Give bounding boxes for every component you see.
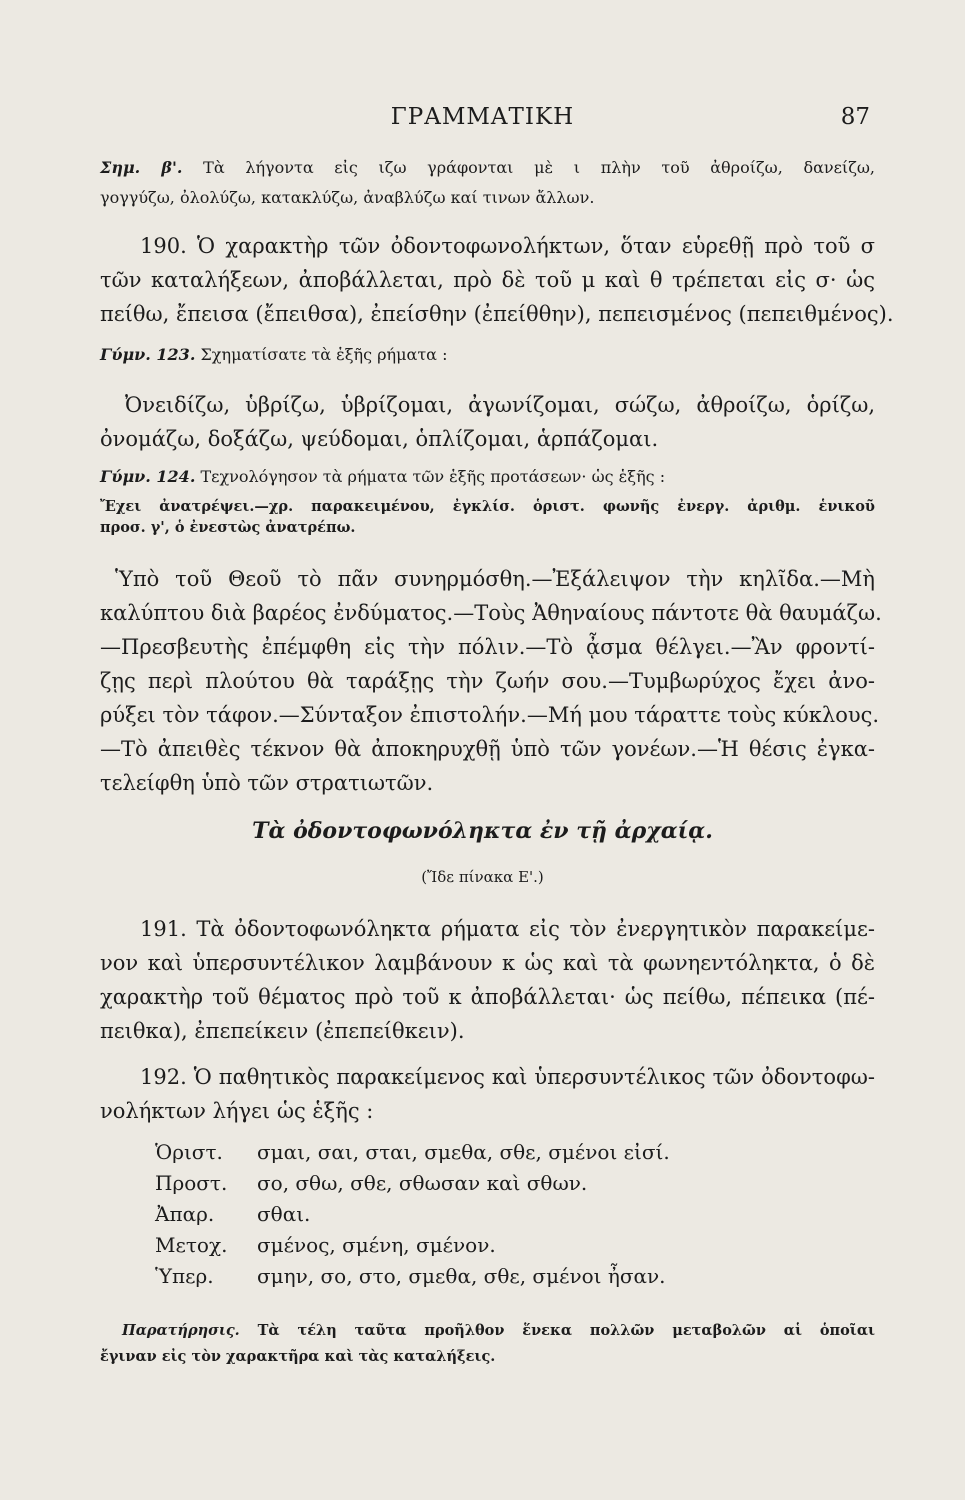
running-title: ΓΡΑΜΜΑΤΙΚΗ: [390, 104, 575, 130]
section-192-line-1: 192. Ὁ παθητικὸς παρακείμενος καὶ ὑπερσυντέλικος τῶν ὀδοντοφω-: [140, 1065, 875, 1089]
mood-label: Ἀπαρ.: [155, 1202, 215, 1226]
section-190: [100, 229, 894, 331]
table-row: [155, 1202, 670, 1233]
sentence-line-1: Ὑπὸ τοῦ Θεοῦ τὸ πᾶν συνηρμόσθη.—Ἐξάλειψον τὴν κηλῖδα.—Μὴ: [115, 567, 875, 591]
note-b-line-1: Σημ. β'. Τὰ λήγοντα εἰς ιζω γράφονται μὲ ι πλὴν τοῦ ἀθροίζω, δανείζω,: [100, 158, 876, 177]
section-191-line-2: νον καὶ ὑπερσυντέλικον λαμβάνουν κ ὡς καὶ τὰ φωνηεντόληκτα, ὁ δὲ: [100, 951, 875, 975]
sentence-line-3: —Πρεσβευτὴς ἐπέμφθη εἰς τὴν πόλιν.—Τὸ ᾆσμα θέλγει.—Ἂν φροντί-: [100, 635, 875, 659]
exercise-123-line-1: Ὀνειδίζω, ὑβρίζω, ὑβρίζομαι, ἀγωνίζομαι, σώζω, ἀθροίζω, ὁρίζω,: [125, 393, 875, 417]
example-line-1: Ἔχει ἀνατρέψει.—χρ. παρακειμένου, ἐγκλίσ. ὁριστ. φωνῆς ἐνεργ. ἀριθμ. ἑνικοῦ: [100, 498, 875, 515]
mood-label: Ὁριστ.: [155, 1140, 223, 1164]
table-row: [155, 1171, 670, 1202]
page-header: [0, 104, 965, 140]
sentence-line-2: καλύπτου διὰ βαρέος ἐνδύματος.—Τοὺς Ἀθηναίους πάντοτε θὰ θαυμάζω.: [100, 601, 882, 625]
table-row: [155, 1140, 670, 1171]
endings-cell: σο, σθω, σθε, σθωσαν καὶ σθων.: [257, 1171, 588, 1195]
exercise-123-header: [100, 340, 875, 370]
mood-label: Μετοχ.: [155, 1233, 228, 1257]
exercise-123-instruction: Σχηματίσατε τὰ ἑξῆς ρήματα :: [200, 345, 448, 364]
section-190-line-2: τῶν καταλήξεων, ἀποβάλλεται, πρὸ δὲ τοῦ μ καὶ θ τρέπεται εἰς σ· ὡς: [100, 268, 875, 292]
observation-line-2: ἔγιναν εἰς τὸν χαρακτῆρα καὶ τὰς καταλήξεις.: [100, 1348, 496, 1365]
section-190-line-1: 190. Ὁ χαρακτὴρ τῶν ὀδοντοφωνολήκτων, ὅταν εὑρεθῇ πρὸ τοῦ σ: [140, 234, 875, 258]
mood-label: Ὑπερ.: [155, 1264, 214, 1288]
sentence-line-4: ζῃς περὶ πλούτου θὰ ταράξῃς τὴν ζωήν σου.—Τυμβωρύχος ἔχει ἀνο-: [100, 669, 875, 693]
exercise-123-line-2: ὀνομάζω, δοξάζω, ψεύδομαι, ὁπλίζομαι, ἁρπάζομαι.: [100, 427, 659, 451]
table-row: [155, 1264, 670, 1295]
observation: [100, 1318, 875, 1370]
exercise-123-verbs: [100, 388, 875, 456]
section-192: [100, 1060, 875, 1128]
exercise-124-sentences: [100, 562, 882, 800]
note-b-label: Σημ. β'.: [100, 158, 183, 177]
exercise-124-instruction: Τεχνολόγησον τὰ ρήματα τῶν ἑξῆς προτάσεων· ὡς ἑξῆς :: [200, 467, 666, 486]
section-191-line-1: 191. Τὰ ὀδοντοφωνόληκτα ρήματα εἰς τὸν ἐνεργητικὸν παρακείμε-: [140, 917, 875, 941]
mood-label: Προστ.: [155, 1171, 228, 1195]
note-b-line-2: γογγύζω, ὀλολύζω, κατακλύζω, ἀναβλύζω καί τινων ἄλλων.: [100, 188, 595, 207]
endings-table: [155, 1140, 670, 1295]
observation-line-1: Τὰ τέλη ταῦτα προῆλθον ἕνεκα πολλῶν μεταβολῶν αἱ ὁποῖαι: [257, 1322, 875, 1339]
section-192-line-2: νολήκτων λήγει ὡς ἑξῆς :: [100, 1099, 374, 1123]
exercise-124-example: [100, 496, 875, 538]
exercise-123-label: Γύμν. 123.: [100, 345, 196, 364]
sentence-line-6: —Τὸ ἀπειθὲς τέκνον θὰ ἀποκηρυχθῇ ὑπὸ τῶν γονέων.—Ἡ θέσις ἐγκα-: [100, 737, 875, 761]
observation-label: Παρατήρησις.: [122, 1322, 240, 1339]
endings-cell: σμαι, σαι, σται, σμεθα, σθε, σμένοι εἰσί.: [257, 1140, 670, 1164]
exercise-124-header: [100, 462, 875, 492]
section-191-line-3: χαρακτὴρ τοῦ θέματος πρὸ τοῦ κ ἀποβάλλεται· ὡς πείθω, πέπεικα (πέ-: [100, 985, 875, 1009]
endings-cell: σμένος, σμένη, σμένον.: [257, 1233, 496, 1257]
note-b: [100, 153, 875, 213]
section-heading: Τὰ ὀδοντοφωνόληκτα ἐν τῇ ἀρχαίᾳ.: [252, 818, 713, 844]
exercise-124-label: Γύμν. 124.: [100, 467, 196, 486]
section-191-line-4: πειθκα), ἐπεπείκειν (ἐπεπείθκειν).: [100, 1019, 465, 1043]
sentence-line-7: τελείφθη ὑπὸ τῶν στρατιωτῶν.: [100, 771, 434, 795]
endings-cell: σθαι.: [257, 1202, 311, 1226]
page-number: 87: [840, 104, 870, 130]
section-190-line-3: πείθω, ἔπεισα (ἔπειθσα), ἐπείσθην (ἐπείθθην), πεπεισμένος (πεπειθμένος).: [100, 302, 894, 326]
table-row: [155, 1233, 670, 1264]
endings-cell: σμην, σο, στο, σμεθα, σθε, σμένοι ἦσαν.: [257, 1264, 666, 1288]
sentence-line-5: ρύξει τὸν τάφον.—Σύνταξον ἐπιστολήν.—Μή μου τάραττε τοὺς κύκλους.: [100, 703, 880, 727]
example-line-2: προσ. γ', ὁ ἐνεστὼς ἀνατρέπω.: [100, 519, 356, 536]
section-191: [100, 912, 875, 1048]
section-subheading: (Ἴδε πίνακα Ε'.): [421, 868, 544, 886]
